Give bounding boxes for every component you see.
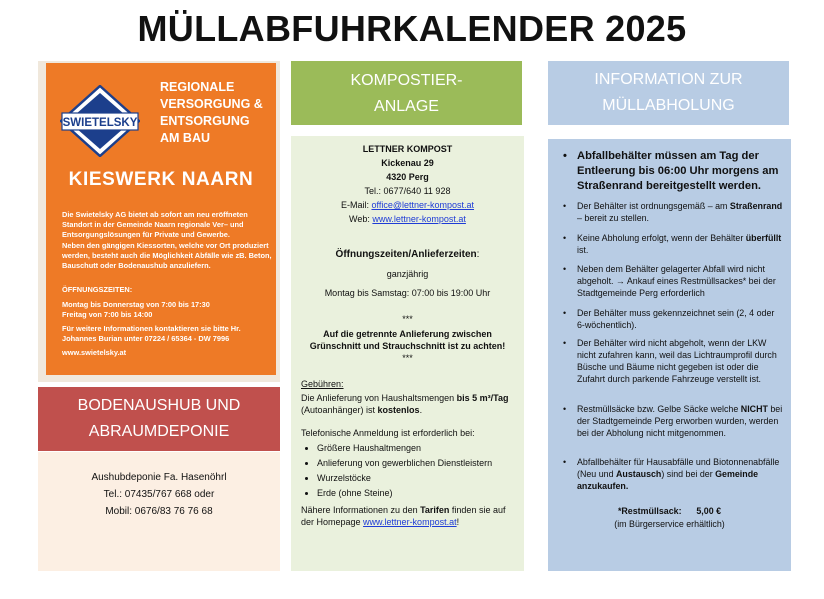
info-text: Der Behälter ist ordnungsgemäß – am <box>577 201 730 211</box>
company-street: Kickenau 29 <box>381 158 434 168</box>
company-phone: Tel.: 0677/640 11 928 <box>364 186 451 196</box>
bullet-icon: • <box>563 308 567 318</box>
info-bullet <box>562 337 784 385</box>
info-text: Der Behälter muss gekennzeichnet sein (2, 4 oder 6-wöchentlich). <box>577 308 775 330</box>
info-heading-line: MÜLLABHOLUNG <box>602 97 735 114</box>
more-info-text: Nähere Informationen zu den <box>301 505 421 515</box>
tagline-line: REGIONALE <box>160 80 235 94</box>
homepage-link[interactable]: www.lettner-kompost.at <box>363 517 457 527</box>
kompost-heading-line: ANLAGE <box>374 98 439 115</box>
kompost-heading-line: KOMPOSTIER- <box>350 72 463 89</box>
info-emphasis: Austausch <box>615 469 662 479</box>
info-emphasis: überfüllt <box>745 233 782 243</box>
info-text: ist. <box>577 245 589 255</box>
tagline-line: VERSORGUNG & <box>160 97 263 111</box>
kompost-heading <box>291 61 522 125</box>
company-email <box>291 198 524 212</box>
page-title: MÜLLABFUHRKALENDER 2025 <box>137 8 687 49</box>
info-bullet <box>562 149 784 194</box>
deponie-heading <box>38 387 280 451</box>
web-label: Web: <box>349 214 373 224</box>
swietelsky-logo <box>60 85 140 157</box>
bullet-icon: • <box>563 338 567 348</box>
deponie-heading-line: ABRAUMDEPONIE <box>88 423 230 440</box>
registration-note: Telefonische Anmeldung ist erforderlich bei: <box>301 428 475 438</box>
opening-hours: Montag bis Samstag: 07:00 bis 19:00 Uhr <box>324 288 491 298</box>
year-round: ganzjährig <box>386 269 429 279</box>
list-item: • Anlieferung von gewerblichen Dienstleistern <box>317 456 519 471</box>
fees-text <box>301 392 519 416</box>
separation-notice: Auf die getrennte Anlieferung zwischen Grünschnitt und Strauchschnitt ist zu achten! <box>309 329 506 351</box>
info-text: Der Behälter wird nicht abgeholt, wenn der LKW nicht zufahren kann, weil das Lichtraumprofil durch Büsche und Bäume nicht gegeben ist oder die Zufahrt durch parkende Fahrzeuge verstellt ist. <box>577 338 777 384</box>
more-info-text: ! <box>456 517 460 527</box>
info-emphasis: Straßenrand <box>729 201 783 211</box>
offer-paragraph: Neben den gängigen Kiessorten, welche vor Ort produziert werden, besteht auch die Möglichkeit Abfälle wie zB. Beton, Bauschutt oder Bodenaushub anzuliefern. <box>62 241 272 270</box>
info-text: ) sind bei der <box>661 469 716 479</box>
kieswerk-panel <box>46 63 276 375</box>
more-info <box>301 504 519 528</box>
kieswerk-heading: KIESWERK NAARN <box>68 169 254 190</box>
fees-free: kostenlos <box>377 405 420 415</box>
price-note: (im Bürgerservice erhältlich) <box>614 519 725 529</box>
info-bullet <box>562 200 784 224</box>
fees-text-part: (Autoanhänger) ist <box>301 405 378 415</box>
contact-paragraph: Für weitere Informationen kontaktieren sie bitte Hr. Johannes Burian unter 07224 / 65364 - DW 7996 <box>62 324 241 343</box>
deponie-phone: Tel.: 07435/767 668 oder <box>103 489 215 500</box>
deponie-heading-line: BODENAUSHUB UND <box>77 397 241 414</box>
separator-stars: *** <box>402 314 413 324</box>
company-name: LETTNER KOMPOST <box>362 144 453 154</box>
more-info-text: finden sie auf der Homepage <box>301 505 506 527</box>
info-bullet <box>562 307 784 331</box>
info-heading <box>548 61 789 125</box>
bullet-icon: • <box>563 201 567 211</box>
info-text: Keine Abholung erfolgt, wenn der Behälter <box>577 233 746 243</box>
info-text: Restmüllsäcke bzw. Gelbe Säcke welche <box>577 404 741 414</box>
fees-label: Gebühren: <box>301 379 344 389</box>
separator-stars: *** <box>402 353 413 363</box>
info-bullet <box>562 403 784 439</box>
info-heading-line: INFORMATION ZUR <box>594 71 743 88</box>
fees-amount: bis 5 m³/Tag <box>456 393 509 403</box>
web-link[interactable]: www.lettner-kompost.at <box>372 214 466 224</box>
info-text: – bereit zu stellen. <box>577 213 650 223</box>
tagline-line: AM BAU <box>160 131 210 145</box>
email-label: E-Mail: <box>340 200 372 210</box>
bullet-icon: • <box>563 233 567 243</box>
opening-hours-label: Öffnungszeiten/Anlieferzeiten <box>335 249 477 260</box>
price-line: *Restmüllsack: 5,00 € <box>617 506 722 516</box>
info-text: Abfallbehälter für Hausabfälle und Biotonnenabfälle (Neu und <box>577 457 780 479</box>
intro-paragraph: Die Swietelsky AG bietet ab sofort am neu eröffneten Standort in der Gemeinde Naarn regionale Ver– und Entsorgungslösungen für Private und Gewerbe. <box>62 210 248 239</box>
info-bullet <box>562 263 784 299</box>
deponie-mobile: Mobil: 0676/83 76 76 68 <box>105 506 213 517</box>
kompost-panel <box>291 136 524 571</box>
hours-line: Freitag von 7:00 bis 14:00 <box>62 310 153 319</box>
deponie-name: Aushubdeponie Fa. Hasenöhrl <box>91 472 227 483</box>
deponie-panel <box>38 452 280 571</box>
logo-wordmark: SWIETELSKY <box>62 117 138 129</box>
email-link[interactable]: office@lettner-kompost.at <box>371 200 475 210</box>
swietelsky-web-link[interactable]: www.swietelsky.at <box>62 348 127 357</box>
bullet-icon: • <box>563 150 567 162</box>
opening-hours-colon: : <box>476 249 480 260</box>
company-city: 4320 Perg <box>386 172 429 182</box>
company-web <box>291 212 524 226</box>
info-panel <box>548 139 791 571</box>
registration-list <box>301 441 519 501</box>
bullet-icon: • <box>563 404 567 414</box>
bullet-icon: • <box>563 264 567 274</box>
info-bullet <box>562 232 784 256</box>
list-item: • Erde (ohne Steine) <box>317 486 519 501</box>
info-text: Neben dem Behälter gelagerter Abfall wird nicht abgeholt. → Ankauf eines Restmüllsackes* bei der Stadtgemeinde Perg erforderlich <box>577 264 776 298</box>
opening-hours-title <box>291 249 524 260</box>
info-bullet <box>562 456 784 492</box>
info-text: bei der Stadtgemeinde Perg erworben wurden, werden bei der Abholung nicht mitgenommen. <box>577 404 783 438</box>
list-item: • Größere Haushaltmengen <box>317 441 519 456</box>
list-item: • Wurzelstöcke <box>317 471 519 486</box>
bullet-icon: • <box>563 457 567 467</box>
tagline <box>160 79 263 147</box>
info-emphasis: Gemeinde anzukaufen. <box>577 469 759 491</box>
fees-text-part: . <box>419 405 423 415</box>
info-text: Abfallbehälter müssen am Tag der Entleerung bis 06:00 Uhr morgens am Straßenrand bereitgestellt werden. <box>577 150 779 192</box>
tariffs-label: Tarifen <box>420 505 450 515</box>
fees-title <box>301 379 519 389</box>
info-emphasis: NICHT <box>740 404 768 414</box>
hours-line: Montag bis Donnerstag von 7:00 bis 17:30 <box>62 300 210 309</box>
fees-text-part: Die Anlieferung von Haushaltsmengen <box>301 393 457 403</box>
hours-title: ÖFFNUNGSZEITEN: <box>62 285 133 294</box>
tagline-line: ENTSORGUNG <box>160 114 250 128</box>
